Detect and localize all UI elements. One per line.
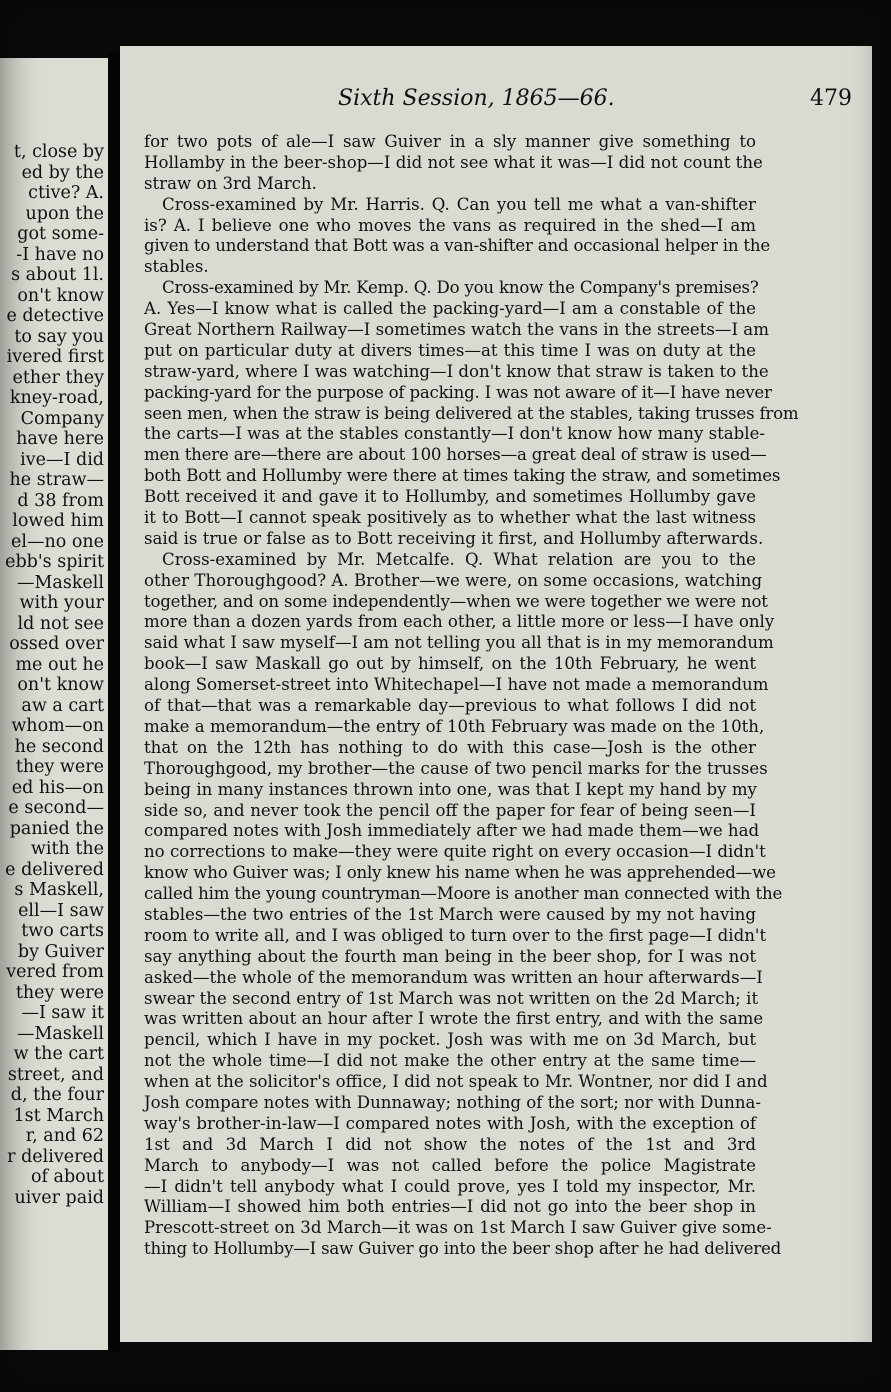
left-page-line: ive—I did <box>20 449 104 470</box>
left-page-line: ell—I saw <box>18 900 104 921</box>
text-line: —I didn't tell anybody what I could prove, yes I told my inspector, Mr. <box>144 1176 756 1196</box>
left-page-line: ed by the <box>21 162 104 183</box>
text-line: more than a dozen yards from each other, a little more or less—I have only <box>144 612 775 632</box>
left-page-line: t, close by <box>13 142 104 162</box>
left-page-fragment <box>0 58 108 1350</box>
text-line: William—I showed him both entries—I did not go into the beer shop in <box>144 1197 756 1217</box>
text-line: along Somerset-street into Whitechapel—I have not made a memorandum <box>144 675 769 695</box>
left-page-line: e second— <box>8 798 104 818</box>
text-line: the carts—I was at the stables constantly—I don't know how many stable- <box>144 424 766 444</box>
left-page-line: ld not see <box>17 613 104 634</box>
left-page-line: ed his—on <box>11 777 104 798</box>
text-line: stables—the two entries of the 1st March were caused by my not having <box>144 904 756 924</box>
left-page-line: to say you <box>14 326 104 347</box>
text-line: no corrections to make—they were quite right on every occasion—I didn't <box>144 842 766 862</box>
left-page-line: aw a cart <box>21 695 104 716</box>
left-page-line: —I saw it <box>21 1003 104 1023</box>
text-line: when at the solicitor's office, I did not speak to Mr. Wontner, nor did I and <box>144 1072 768 1092</box>
left-page-line: panied the <box>9 818 104 839</box>
text-line: called him the young countryman—Moore is another man connected with the <box>144 884 783 904</box>
text-line: Hollamby in the beer-shop—I did not see what it was—I did not count the <box>144 152 763 172</box>
left-page-line: upon the <box>25 203 104 224</box>
left-page-line: el—no one <box>11 531 104 552</box>
left-page-line: ebb's spirit <box>5 552 104 572</box>
text-line: seen men, when the straw is being delivered at the stables, taking trusses from <box>144 403 799 423</box>
page-header <box>120 86 872 116</box>
text-line: compared notes with Josh immediately after we had made them—we had <box>144 821 760 841</box>
left-page-line: e delivered <box>5 859 104 880</box>
left-page-line: whom—on <box>11 716 104 736</box>
left-page-line: lowed him <box>12 511 104 531</box>
left-page-line: d, the four <box>10 1085 104 1105</box>
page-number: 479 <box>810 86 852 111</box>
text-line: Bott received it and gave it to Hollumby, and sometimes Hollumby gave <box>144 487 756 507</box>
text-line: book—I saw Maskall go out by himself, on the 10th February, he went <box>144 654 756 674</box>
text-line: March to anybody—I was not called before the police Magistrate <box>144 1155 756 1175</box>
text-line: other Thoroughgood? A. Brother—we were, on some occasions, watching <box>144 570 763 590</box>
text-line: asked—the whole of the memorandum was written an hour afterwards—I <box>144 967 763 987</box>
text-line: men there are—there are about 100 horses—a great deal of straw is used— <box>144 445 767 465</box>
left-page-line: w the cart <box>13 1044 104 1064</box>
text-line: being in many instances thrown into one, was that I kept my hand by my <box>144 779 757 799</box>
text-line: swear the second entry of 1st March was not written on the 2d March; it <box>144 988 759 1008</box>
text-line: thing to Hollumby—I saw Guiver go into the beer shop after he had delivered <box>144 1239 782 1259</box>
left-page-line: ivered first <box>6 347 104 367</box>
text-line: Great Northern Railway—I sometimes watch the vans in the streets—I am <box>144 320 769 340</box>
text-line: not the whole time—I did not make the other entry at the same time— <box>144 1051 756 1071</box>
left-page-line: e detective <box>6 306 104 326</box>
left-page-line: Company <box>20 408 104 429</box>
text-line: it to Bott—I cannot speak positively as to whether what the last witness <box>144 508 756 528</box>
left-page-line: have here <box>16 429 104 449</box>
text-line: put on particular duty at divers times—at this time I was on duty at the <box>144 340 756 360</box>
left-page-line: on't know <box>17 675 104 695</box>
left-page-line: he straw— <box>9 470 104 490</box>
text-line: both Bott and Hollumby were there at times taking the straw, and sometimes <box>144 466 781 486</box>
left-page-line: -I have no <box>16 244 104 265</box>
body-text <box>144 132 799 1260</box>
text-line: pencil, which I have in my pocket. Josh was with me on 3d March, but <box>144 1030 756 1050</box>
left-page-line: r, and 62 <box>25 1126 104 1146</box>
text-line: said is true or false as to Bott receiving it first, and Hollumby afterwards. <box>144 528 764 548</box>
left-page-line: vered from <box>6 962 104 982</box>
text-line: straw-yard, where I was watching—I don't know that straw is taken to the <box>144 361 769 381</box>
left-page-line: 1st March <box>13 1105 104 1126</box>
left-page-line: r delivered <box>7 1146 104 1167</box>
text-line: stables. <box>144 257 209 277</box>
left-page-line: by Guiver <box>17 941 104 962</box>
left-page-line: he second <box>14 736 104 757</box>
text-line: way's brother-in-law—I compared notes with Josh, with the exception of <box>144 1113 756 1133</box>
right-page <box>120 46 872 1342</box>
left-page-line: street, and <box>7 1064 104 1085</box>
left-page-line: —Maskell <box>17 1023 104 1044</box>
text-line: Cross-examined by Mr. Metcalfe. Q. What relation are you to the <box>162 549 756 569</box>
text-line: is? A. I believe one who moves the vans as required in the shed—I am <box>144 215 756 235</box>
text-line: Cross-examined by Mr. Harris. Q. Can you tell me what a van-shifter <box>162 194 756 214</box>
left-page-line: they were <box>15 757 104 777</box>
text-line: know who Guiver was; I only knew his name when he was apprehended—we <box>144 863 776 883</box>
left-page-line: s Maskell, <box>14 880 104 900</box>
text-line: packing-yard for the purpose of packing. I was not aware of it—I have never <box>144 382 772 402</box>
text-line: make a memorandum—the entry of 10th February was made on the 10th, <box>144 716 765 736</box>
text-line: Josh compare notes with Dunnaway; nothing of the sort; nor with Dunna- <box>144 1092 762 1112</box>
text-line: side so, and never took the pencil off the paper for fear of being seen—I <box>144 800 756 820</box>
left-page-line: ctive? A. <box>28 183 104 203</box>
left-page-line: with the <box>30 839 104 859</box>
text-line: for two pots of ale—I saw Guiver in a sly manner give something to <box>144 132 756 151</box>
left-page-line: s about 1l. <box>11 265 104 285</box>
text-line: 1st and 3d March I did not show the notes of the 1st and 3rd <box>144 1134 756 1154</box>
left-page-line: uiver paid <box>14 1187 104 1208</box>
running-head: Sixth Session, 1865—66. <box>338 86 615 111</box>
left-page-line: d 38 from <box>17 490 104 511</box>
text-line: Prescott-street on 3d March—it was on 1st March I saw Guiver give some- <box>144 1218 772 1238</box>
left-page-line: —Maskell <box>17 572 104 593</box>
text-line: that on the 12th has nothing to do with this case—Josh is the other <box>144 737 756 757</box>
left-page-line: of about <box>30 1167 104 1187</box>
text-line: given to understand that Bott was a van-shifter and occasional helper in the <box>144 236 771 256</box>
text-line: say anything about the fourth man being in the beer shop, for I was not <box>144 946 756 966</box>
left-page-line: got some- <box>17 224 104 244</box>
text-line: room to write all, and I was obliged to turn over to the first page—I didn't <box>144 925 767 945</box>
text-line: straw on 3rd March. <box>144 173 317 193</box>
left-page-line: kney-road, <box>9 388 104 408</box>
left-page-line: two carts <box>21 921 104 941</box>
text-line: Thoroughgood, my brother—the cause of two pencil marks for the trusses <box>144 758 768 778</box>
left-page-line: on't know <box>17 285 104 306</box>
text-line: together, and on some independently—when we were together we were not <box>144 591 768 611</box>
left-page-line: ether they <box>12 367 104 388</box>
text-line: of that—that was a remarkable day—previous to what follows I did not <box>144 696 756 716</box>
left-page-line: they were <box>15 982 104 1003</box>
left-page-text <box>5 142 104 1208</box>
left-page-line: with your <box>19 593 104 613</box>
book-gutter <box>108 52 120 1352</box>
text-line: said what I saw myself—I am not telling you all that is in my memorandum <box>144 633 774 653</box>
left-page-line: me out he <box>15 654 104 675</box>
text-line: Cross-examined by Mr. Kemp. Q. Do you know the Company's premises? <box>162 278 759 298</box>
text-line: was written about an hour after I wrote the first entry, and with the same <box>144 1009 764 1029</box>
left-page-line: ossed over <box>9 634 104 654</box>
text-line: A. Yes—I know what is called the packing-yard—I am a constable of the <box>144 299 756 319</box>
